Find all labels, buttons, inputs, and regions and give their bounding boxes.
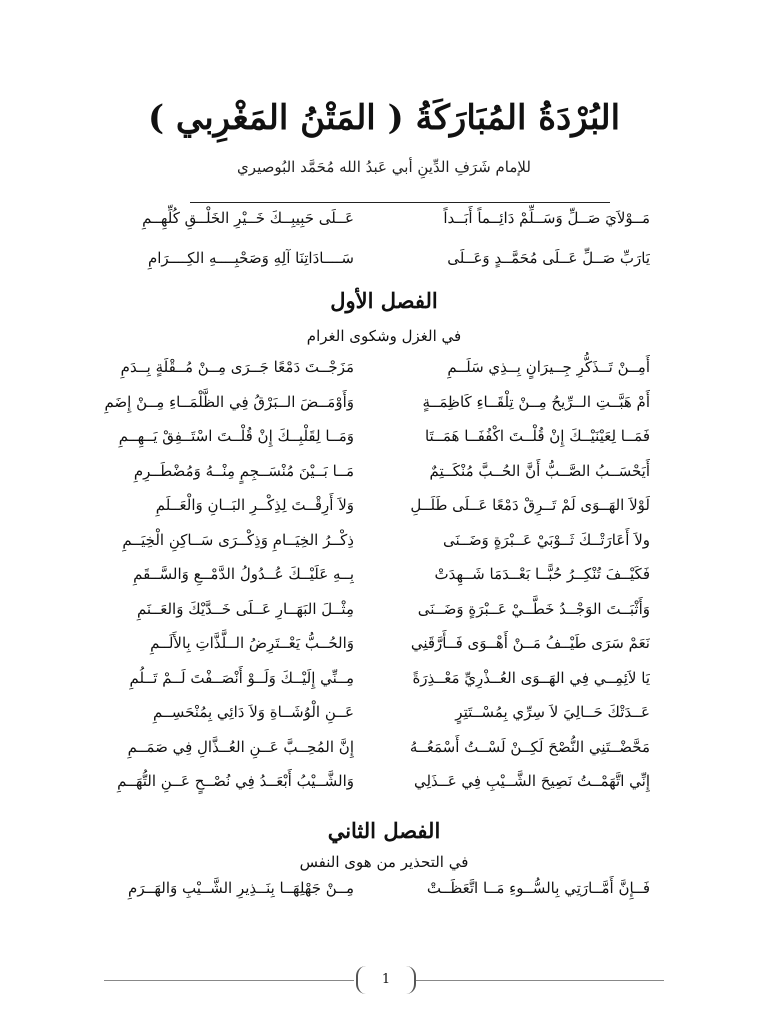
- verse-line: [60, 387, 650, 417]
- verse-line: [60, 873, 650, 903]
- verse-second-hemistich: مِثْــلَ البَهَــارِ عَــلَى خَــدَّيْكَ وَالعَــنَمِ: [136, 600, 354, 618]
- verse-second-hemistich: وَالشَّــيْبُ أَبْعَــدُ فِي نُصْــحٍ عَــنِ التُّهَــمِ: [117, 772, 354, 790]
- page-number: 1: [356, 966, 416, 994]
- chapter-2-subtitle: في التحذير من هوى النفس: [299, 853, 469, 871]
- chapter-2-title: الفصل الثاني: [327, 818, 441, 843]
- verse-second-hemistich: وَالحُــبُّ يَعْــتَرِضُ الــلَّذَّاتِ بِالأَلَــمِ: [150, 634, 354, 652]
- verse-second-hemistich: مِــنْ جَهْلِهَــا بِنَــذِيرِ الشَّــيْبِ وَالهَــرَمِ: [128, 879, 354, 897]
- verse-first-hemistich: يَارَبِّ صَــلِّ عَــلَى مُحَمَّــدٍ وَعَــلَى: [447, 249, 650, 267]
- verse-line: [60, 594, 650, 624]
- chapter-1-title: الفصل الأول: [330, 288, 438, 313]
- verse-line: [60, 490, 650, 520]
- verse-first-hemistich: عَــدَتْكَ حَــالِيَ لاَ سِرِّي بِمُسْــتَتِرٍ: [455, 703, 650, 721]
- verse-first-hemistich: أَيَحْسَــبُ الصَّــبُّ أَنَّ الحُــبَّ مُنْكَــتِمٌ: [429, 462, 650, 480]
- author-line: للإمام شَرَفِ الدِّينِ أبي عَبدُ الله مُحَمَّد البُوصيري: [237, 158, 531, 176]
- verse-second-hemistich: بِــهِ عَلَيْــكَ عُــدُولُ الدَّمْــعِ وَالسَّــقَمِ: [133, 565, 354, 583]
- verse-line: [60, 243, 650, 273]
- verse-second-hemistich: وَمَــا لِقَلْبِــكَ إِنْ قُلْــتَ اسْتَــفِقْ يَــهِــمِ: [118, 427, 354, 445]
- verse-line: [60, 203, 650, 233]
- verse-line: [60, 456, 650, 486]
- verse-line: [60, 525, 650, 555]
- verse-line: [60, 352, 650, 382]
- footer-rule-right: [414, 980, 664, 981]
- verse-second-hemistich: مِــنِّي إِلَيْــكَ وَلَــوْ أَنْصَــفْتَ لَــمْ تَــلُمِ: [129, 669, 354, 687]
- verse-second-hemistich: إِنَّ المُحِــبَّ عَــنِ العُــذَّالِ فِي صَمَــمِ: [127, 738, 354, 756]
- verse-line: [60, 421, 650, 451]
- verse-first-hemistich: إِنِّي اتَّهَمْــتُ نَصِيحَ الشَّــيْبِ فِي عَــذَلِي: [413, 772, 650, 790]
- verse-first-hemistich: أَمْ هَبَّــتِ الــرِّيحُ مِــنْ تِلْقَــاءِ كَاظِمَــةٍ: [422, 393, 650, 411]
- verse-line: [60, 663, 650, 693]
- verse-first-hemistich: مَحَّضْــتَنِي النُّصْحَ لَكِــنْ لَسْــتُ أَسْمَعُــهُ: [409, 738, 650, 756]
- verse-line: [60, 559, 650, 589]
- verse-first-hemistich: وَأَثْبَــتَ الوَجْــدُ خَطَّــيْ عَــبْرَةٍ وَضَــنَى: [417, 600, 650, 618]
- verse-first-hemistich: ولاَ أَعَارَتْــكَ ثَــوْبَيْ عَــبْرَةٍ وَضَــنَى: [443, 531, 650, 549]
- verse-line: [60, 697, 650, 727]
- verse-first-hemistich: يَا لاَئِمِــي فِي الهَــوَى العُــذْرِيِّ مَعْــذِرَةً: [412, 669, 650, 687]
- verse-second-hemistich: مَزَجْــتَ دَمْعًا جَــرَى مِــنْ مُــقْلَةٍ بِــدَمِ: [120, 358, 354, 376]
- verse-first-hemistich: فَمَــا لِعَيْنَيْــكَ إِنْ قُلْــتَ اكْفُفَــا هَمَــتَا: [424, 427, 650, 445]
- verse-first-hemistich: أَمِــنْ تَــذَكُّرِ جِــيرَانٍ بِــذِي سَلَــمِ: [447, 358, 650, 376]
- chapter-1-subtitle: في الغزل وشكوى الغرام: [306, 327, 462, 345]
- verse-second-hemistich: مَــا بَــيْنَ مُنْسَــجِمٍ مِنْــهُ وَمُضْطَــرِمِ: [133, 462, 354, 480]
- verse-first-hemistich: مَــوْلاَيَ صَــلِّ وَسَــلِّمْ دَائِــماً أَبَــداً: [443, 209, 650, 227]
- verse-second-hemistich: عَــنِ الْوُشَــاةِ وَلاَ دَائِي بِمُنْحَسِــمِ: [152, 703, 354, 721]
- verse-first-hemistich: فَكَيْــفَ تُنْكِــرُ حُبًّــا بَعْــدَمَا شَــهِدَتْ: [434, 565, 650, 583]
- verse-first-hemistich: نَعَمْ سَرَى طَيْــفُ مَــنْ أَهْــوَى فَــأَرَّقَنِي: [410, 634, 650, 652]
- footer-rule-left: [104, 980, 354, 981]
- verse-line: [60, 628, 650, 658]
- poem-title: البُرْدَةُ المُبَارَكَةُ ( المَتْنُ المَغْرِبي ): [147, 98, 621, 138]
- verse-second-hemistich: عَــلَى حَبِيبِــكَ خَــيْرِ الخَلْــقِ كُلِّهِــمِ: [142, 209, 354, 227]
- verse-line: [60, 766, 650, 796]
- verse-second-hemistich: سَــــادَاتِنَا آلِهِ وَصَحْبِــــهِ الكِــــرَامِ: [147, 249, 354, 267]
- verse-first-hemistich: فَــإِنَّ أَمَّــارَتِي بِالسُّــوءِ مَــا اتَّعَظَــتْ: [426, 879, 650, 897]
- verse-line: [60, 732, 650, 762]
- verse-second-hemistich: وَلاَ أَرِقْــتَ لِذِكْــرِ البَــانِ وَالْعَــلَمِ: [155, 496, 354, 514]
- verse-second-hemistich: ذِكْــرُ الخِيَــامِ وَذِكْــرَى سَــاكِنِ الْخِيَــمِ: [122, 531, 354, 549]
- verse-first-hemistich: لَوْلاَ الهَــوَى لَمْ تَــرِقْ دَمْعًا عَــلَى طَلَــلِ: [410, 496, 650, 514]
- verse-second-hemistich: وَأَوْمَــضَ الــبَرْقُ فِي الظَّلْمَــاءِ مِــنْ إِضَمِ: [104, 393, 354, 411]
